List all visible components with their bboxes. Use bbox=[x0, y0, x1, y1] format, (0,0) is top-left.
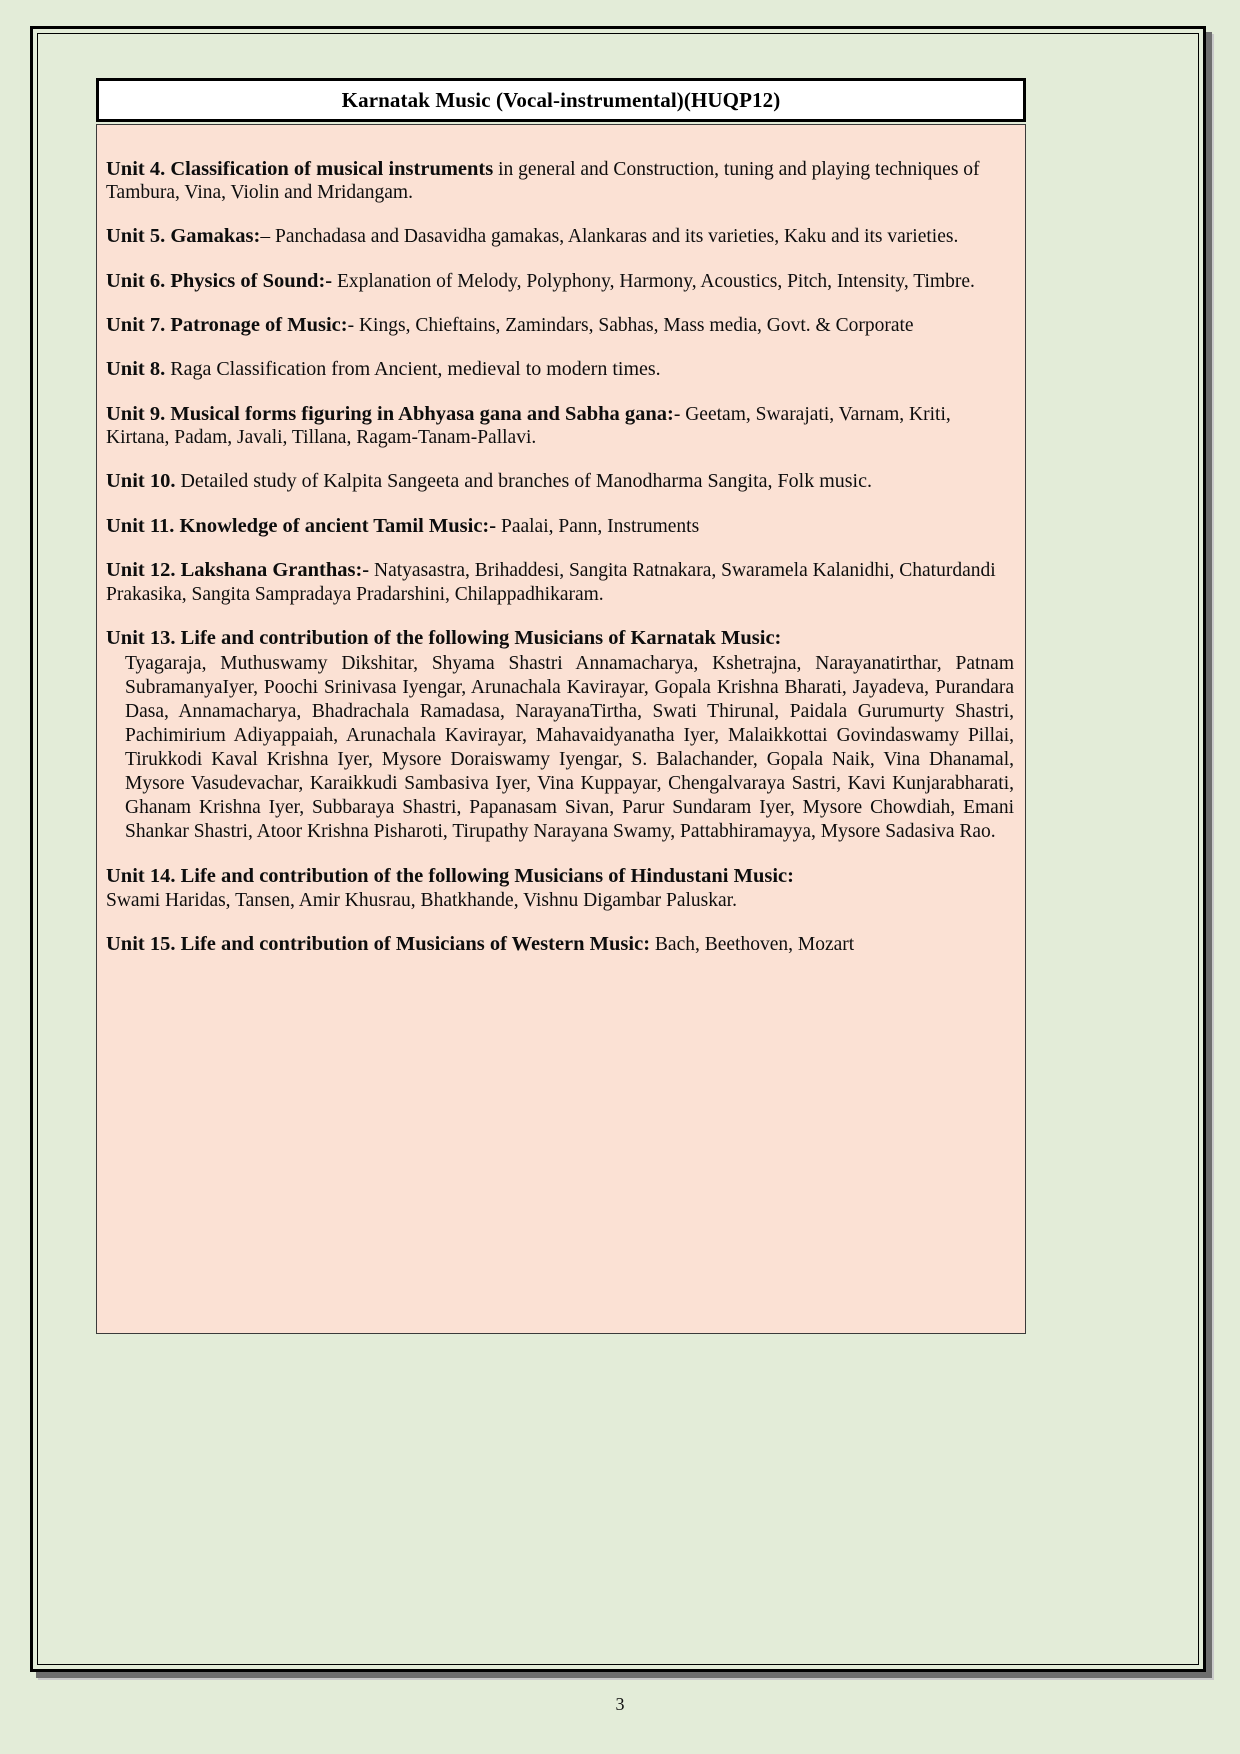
unit-11-heading: Unit 11. Knowledge of ancient Tamil Music:- bbox=[106, 514, 497, 537]
unit-8-body: Raga Classification from Ancient, medieval to modern times. bbox=[165, 358, 661, 381]
footer-page-number: 3 bbox=[615, 1694, 625, 1714]
unit-4-heading: Unit 4. Classification of musical instruments bbox=[106, 157, 494, 180]
unit-12-body: Natyasastra, Brihaddesi, Sangita Ratnakara, Swaramela Kalanidhi, Chaturdandi Prakasika, Sangita Sampradaya Pradarshini, Chilappadhikaram. bbox=[106, 560, 996, 605]
unit-15-body: Bach, Beethoven, Mozart bbox=[650, 933, 855, 955]
unit-14-body: Swami Haridas, Tansen, Amir Khusrau, Bhatkhande, Vishnu Digambar Paluskar. bbox=[106, 889, 737, 911]
unit-6-heading: Unit 6. Physics of Sound:- bbox=[106, 269, 333, 292]
unit-block-5 bbox=[106, 224, 1016, 249]
unit-15-heading: Unit 15. Life and contribution of Musicians of Western Music: bbox=[106, 932, 651, 955]
unit-block-8 bbox=[106, 357, 1016, 382]
unit-9-body: - Geetam, Swarajati, Varnam, Kriti, Kirtana, Padam, Javali, Tillana, Ragam-Tanam-Pallavi. bbox=[106, 403, 951, 449]
unit-8-heading: Unit 8. bbox=[106, 358, 166, 381]
unit-13-musician-list: Tyagaraja, Muthuswamy Dikshitar, Shyama Shastri Annamacharya, Kshetrajna, Narayanatirthar, Patnam SubramanyaIyer, Poochi Srinivasa Iyengar, Arunachala Kavirayar, Gopala Krishna Bharati, Jayadeva, Purandara Dasa, Annamacharya, Bhadrachala Ramadasa, NarayanaTirtha, Swati Thirunal, Paidala Gurumurty Shastri, Pachimirium Adiyappaiah, Arunachala Kavirayar, Mahavaidyanatha Iyer, Malaikkottai Govindaswamy Pillai, Tirukkodi Kaval Krishna Iyer, Mysore Doraiswamy Iyengar, S. Balachander, Gopala Naik, Vina Dhanamal, Mysore Vasudevachar, Karaikkudi Sambasiva Iyer, Vina Kuppayar, Chengalvaraya Sastri, Kavi Kunjarabharati, Ghanam Krishna Iyer, Subbaraya Shastri, Papanasam Sivan, Parur Sundaram Iyer, Mysore Chowdiah, Emani Shankar Shastri, Atoor Krishna Pisharoti, Tirupathy Narayana Swamy, Pattabhiramayya, Mysore Sadasiva Rao. bbox=[125, 652, 1014, 843]
unit-block-11 bbox=[106, 514, 1016, 539]
page-inner-border bbox=[37, 33, 1199, 1665]
unit-block-12 bbox=[106, 558, 1016, 606]
unit-4-body: in general and Construction, tuning and playing techniques of Tambura, Vina, Violin and Mridangam. bbox=[106, 158, 980, 204]
unit-6-body: Explanation of Melody, Polyphony, Harmony, Acoustics, Pitch, Intensity, Timbre. bbox=[332, 270, 975, 292]
unit-5-body: – Panchadasa and Dasavidha gamakas, Alankaras and its varieties, Kaku and its varieties. bbox=[260, 226, 959, 248]
page-frame bbox=[30, 26, 1206, 1672]
unit-block-14 bbox=[106, 864, 1016, 912]
unit-9-heading: Unit 9. Musical forms figuring in Abhyasa gana and Sabha gana: bbox=[106, 402, 674, 425]
document-title-box bbox=[96, 78, 1026, 122]
unit-12-heading: Unit 12. Lakshana Granthas:- bbox=[106, 559, 370, 582]
unit-13-heading: Unit 13. Life and contribution of the following Musicians of Karnatak Music: bbox=[106, 626, 782, 649]
unit-block-10 bbox=[106, 469, 1016, 494]
syllabus-content-box bbox=[96, 124, 1026, 1334]
unit-block-15 bbox=[106, 932, 1016, 957]
unit-14-heading: Unit 14. Life and contribution of the following Musicians of Hindustani Music: bbox=[106, 864, 794, 887]
unit-11-body: Paalai, Pann, Instruments bbox=[496, 515, 700, 537]
unit-7-heading: Unit 7. Patronage of Music: bbox=[106, 313, 348, 336]
unit-block-4 bbox=[106, 157, 1016, 205]
unit-5-heading: Unit 5. Gamakas: bbox=[106, 225, 261, 248]
unit-block-7 bbox=[106, 313, 1016, 338]
unit-10-body: Detailed study of Kalpita Sangeeta and branches of Manodharma Sangita, Folk music. bbox=[175, 470, 872, 493]
page-title: Karnatak Music (Vocal-instrumental)(HUQP12) bbox=[341, 87, 781, 112]
unit-10-heading: Unit 10. bbox=[106, 470, 176, 493]
unit-block-9 bbox=[106, 402, 1016, 450]
unit-7-body: - Kings, Chieftains, Zamindars, Sabhas, Mass media, Govt. & Corporate bbox=[347, 314, 914, 336]
unit-block-13 bbox=[106, 626, 1016, 844]
unit-block-6 bbox=[106, 269, 1016, 294]
